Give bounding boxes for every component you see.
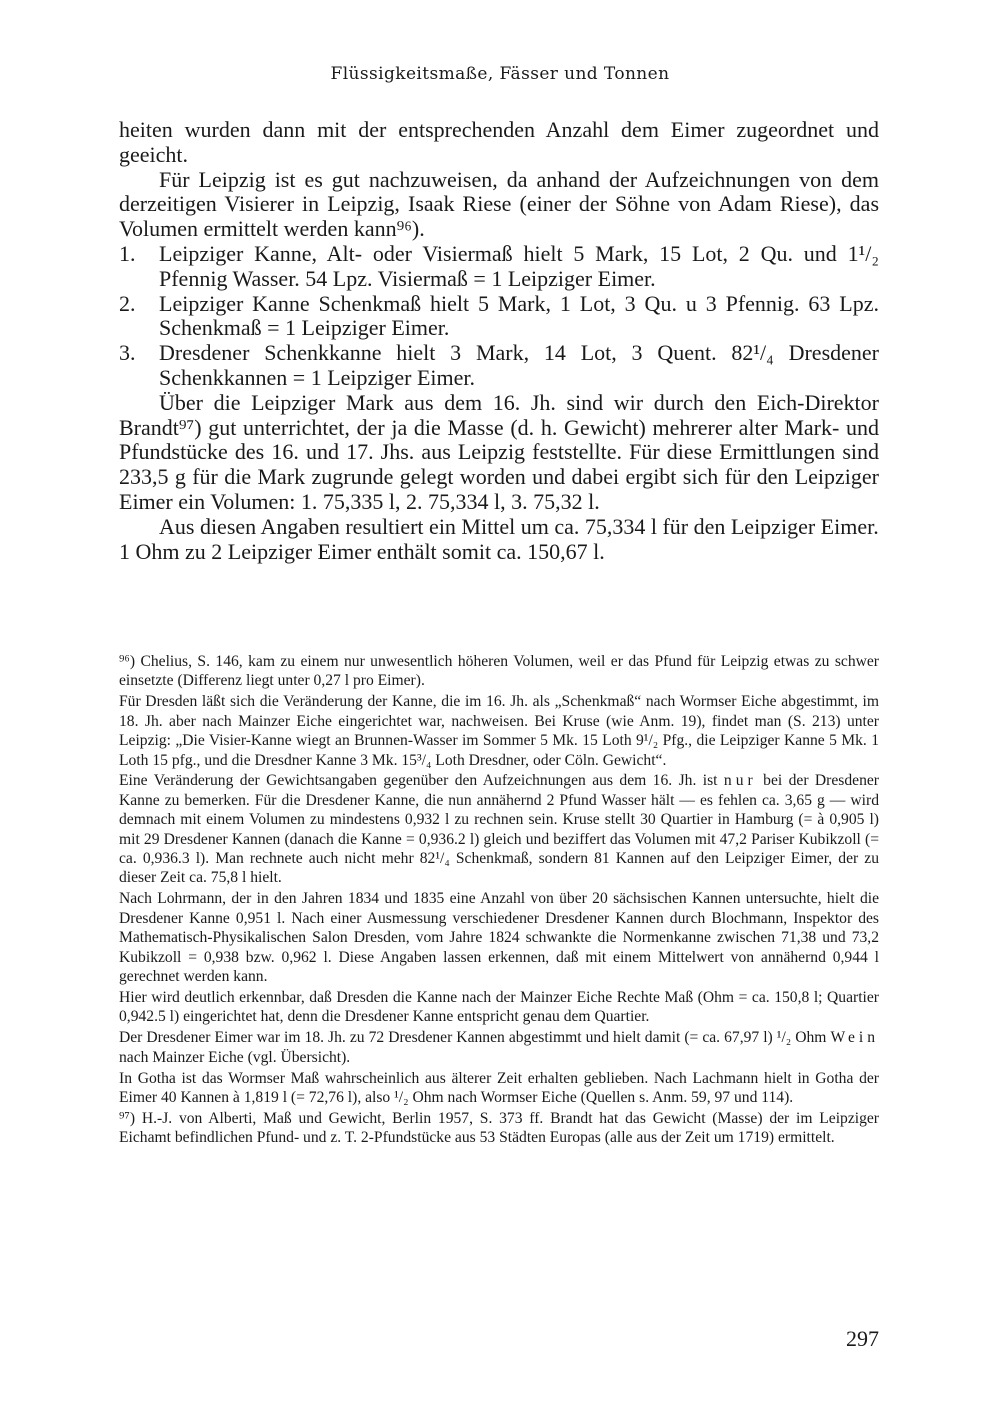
footnote-96-continued [119, 771, 879, 887]
list-text: Leipziger Kanne, Alt- oder Visiermaß hielt 5 Mark, 15 Lot, 2 Qu. und 1¹/₂ Pfennig Wasser. 54 Lpz. Visiermaß = 1 Leipziger Eimer. [159, 240, 879, 291]
footnote-96-continued: Nach Lohrmann, der in den Jahren 1834 und 1835 eine Anzahl von über 20 sächsischen Kannen untersuchte, hielt die Dresdener Kanne 0,951 l. Nach einer Ausmessung verschiedener Dresdener Kannen durch Blochmann, Inspektor des Mathematisch-Physikalischen Salon Dresden, vom Jahre 1824 schwankte die Normenkanne zwischen 71,38 und 73,2 Kubikzoll = 0,938 bzw. 0,962 l. Diese Angaben lassen erkennen, daß mit einem Mittelwert von annähernd 0,944 l gerechnet werden kann. [119, 890, 879, 985]
list-item [119, 242, 879, 292]
footnote-text: Der Dresdener Eimer war im 18. Jh. zu 72 Dresdener Kannen abgestimmt und hielt damit (= ca. 67,97 l) ¹/₂ Ohm [119, 1029, 827, 1047]
footnote-text: bei der Dresdener Kanne zu bemerken. Für die Dresdener Kanne, die nun annähernd 2 Pfund Wasser hält — es fehlen ca. 3,65 g — wird demnach mit einem Volumen zu mindestens 0,932 l zu rechnen sein. Kruse stellt 30 Quartier in Hamburg (= à 0,905 l) mit 29 Dresdener Kannen (danach die Kanne = 0,936.2 l) gleich und beziffert das Volumen mit 47,2 Pariser Kubikzoll (= ca. 0,936.3 l). Man rechnete auch nicht mehr 82¹/₄ Schenkmaß, sondern 81 Kannen auf den Leipziger Eimer, der zu dieser Zeit ca. 75,8 l hielt. [119, 772, 879, 887]
paragraph: Aus diesen Angaben resultiert ein Mittel um ca. 75,334 l für den Leipziger Eimer. [159, 513, 879, 539]
paragraph: Für Leipzig ist es gut nachzuweisen, da anhand der Aufzeichnungen von dem derzeitigen Visierer in Leipzig, Isaak Riese (einer der Söhne von Adam Riese), das Volumen ermittelt werden kann⁹⁶). [119, 166, 879, 242]
footnotes [119, 652, 879, 1149]
list-number: 3. [119, 340, 136, 366]
emphasis-spaced: nur [723, 772, 757, 790]
emphasis-spaced: Wein [830, 1029, 879, 1047]
footnote-96-continued [119, 1028, 879, 1067]
list-text: Dresdener Schenkkanne hielt 3 Mark, 14 Lot, 3 Quent. 82¹/₄ Dresdener Schenkkannen = 1 Leipziger Eimer. [159, 340, 879, 390]
footnote-text: nach Mainzer Eiche (vgl. Übersicht). [119, 1048, 351, 1066]
footnote-96-continued: Hier wird deutlich erkennbar, daß Dresden die Kanne nach der Mainzer Eiche Rechte Maß (Ohm = ca. 150,8 l; Quartier 0,942.5 l) eingerichtet hat, denn die Dresdener Kanne entspricht genau dem Quartier. [119, 988, 879, 1026]
main-text [119, 118, 879, 564]
list-number: 1. [119, 240, 136, 266]
list-number: 2. [119, 290, 136, 316]
running-header: Flüssigkeitsmaße, Fässer und Tonnen [330, 64, 670, 84]
footnote-96-continued: In Gotha ist das Wormser Maß wahrscheinlich aus älterer Zeit erhalten geblieben. Nach Lachmann hielt in Gotha der Eimer 40 Kannen à 1,819 l (= 72,76 l), also ¹/₂ Ohm nach Wormser Eiche (Quellen s. Anm. 59, 97 und 114). [119, 1069, 879, 1106]
page-number: 297 [846, 1326, 879, 1351]
list-item [119, 292, 879, 342]
footnote-text: Eine Veränderung der Gewichtsangaben gegenüber den Aufzeichnungen aus dem 16. Jh. ist [119, 772, 718, 790]
paragraph: Über die Leipziger Mark aus dem 16. Jh. sind wir durch den Eich-Direktor Brandt⁹⁷) gut unterrichtet, der ja die Masse (d. h. Gewicht) mehrerer alter Mark- und Pfundstücke des 16. und 17. Jhs. aus Leipzig feststellte. Für diese Ermittlungen sind 233,5 g für die Mark zugrunde gelegt worden und dabei ergibt sich für den Leipziger Eimer ein Volumen: 1. 75,335 l, 2. 75,334 l, 3. 75,32 l. [119, 389, 879, 514]
paragraph: heiten wurden dann mit der entsprechenden Anzahl dem Eimer zugeordnet und geeicht. [119, 117, 879, 167]
footnote-96-continued: Für Dresden läßt sich die Veränderung der Kanne, die im 16. Jh. als „Schenkmaß“ nach Wormser Eiche abgestimmt, im 18. Jh. aber nach Mainzer Eiche eingerichtet war, nachweisen. Bei Kruse (wie Anm. 19), findet man (S. 213) unter Leipzig: „Die Visier-Kanne wiegt an Brunnen-Wasser im Sommer 5 Mk. 15 Loth 9¹/₂ Pfg., die Leipziger Kanne 5 Mk. 1 Loth 15 pfg., und die Dresdner Kanne 3 Mk. 15³/₄ Loth Dresdner, oder Cöln. Gewicht“. [119, 693, 879, 769]
footnote-96: ⁹⁶) Chelius, S. 146, kam zu einem nur unwesentlich höheren Volumen, weil er das Pfund für Leipzig etwas zu schwer einsetzte (Differenz liegt unter 0,27 l pro Eimer). [119, 653, 879, 690]
footnote-97: ⁹⁷) H.-J. von Alberti, Maß und Gewicht, Berlin 1957, S. 373 ff. Brandt hat das Gewicht (Masse) der im Leipziger Eichamt befindlichen Pfund- und z. T. 2-Pfundstücke aus 53 Städten Europas (alle aus der Zeit um 1719) ermittelt. [119, 1109, 879, 1147]
list-text: Leipziger Kanne Schenkmaß hielt 5 Mark, 1 Lot, 3 Qu. u 3 Pfennig. 63 Lpz. Schenkmaß = 1 Leipziger Eimer. [159, 290, 879, 341]
list-item [119, 341, 879, 391]
paragraph: 1 Ohm zu 2 Leipziger Eimer enthält somit ca. 150,67 l. [119, 538, 605, 564]
